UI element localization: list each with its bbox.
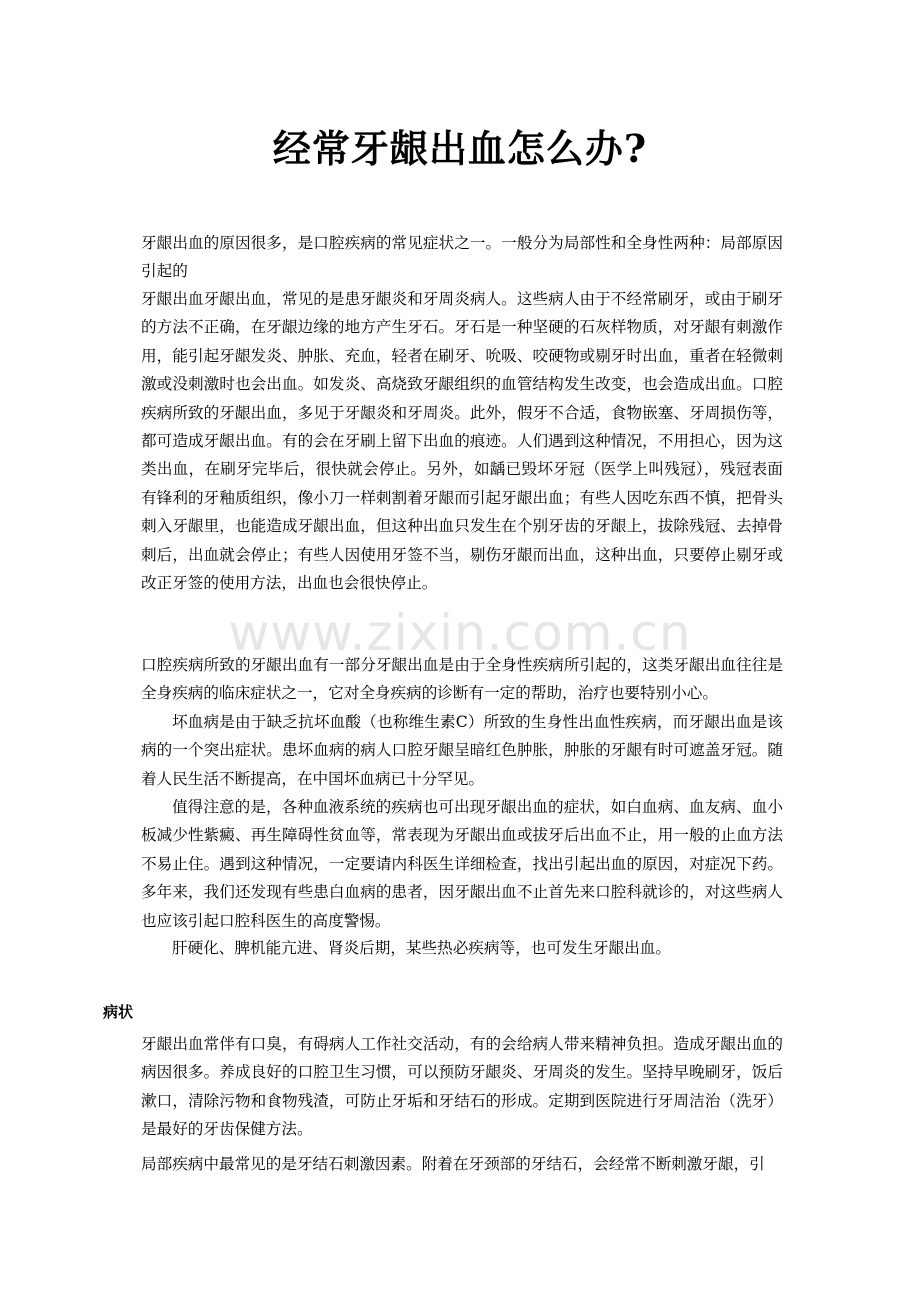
paragraph-tartar: 局部疾病中最常见的是牙结石刺激因素。附着在牙颈部的牙结石，会经常不断刺激牙龈，引	[141, 1155, 765, 1173]
section-heading-symptoms: 病状	[103, 1003, 134, 1021]
paragraph-causes-intro: 牙龈出血的原因很多，是口腔疾病的常见症状之一。一般分为局部性和全身性两种：局部原因引起的	[141, 234, 783, 281]
paragraph-symptoms: 牙龈出血常伴有口臭，有碍病人工作社交活动，有的会给病人带来精神负担。造成牙龈出血的病因很多。养成良好的口腔卫生习惯，可以预防牙龈炎、牙周炎的发生。坚持早晚刷牙，饭后漱口，清除污物和食物残渣，可防止牙垢和牙结石的形成。定期到医院进行牙周洁治（洗牙）是最好的牙齿保健方法。	[141, 1035, 783, 1139]
paragraph-other-diseases: 肝硬化、脾机能亢进、肾炎后期，某些热必疾病等，也可发生牙龈出血。	[172, 939, 672, 957]
paragraph-systemic-causes: 口腔疾病所致的牙龈出血有一部分牙龈出血是由于全身性疾病所引起的，这类牙龈出血往往是全身疾病的临床症状之一，它对全身疾病的诊断有一定的帮助，治疗也要特别小心。	[141, 656, 783, 703]
watermark: www.zixin.com.cn	[228, 604, 692, 662]
paragraph-blood-diseases: 值得注意的是，各种血液系统的疾病也可出现牙龈出血的症状，如白血病、血友病、血小板减少性紫癜、再生障碍性贫血等，常表现为牙龈出血或拔牙后出血不止，用一般的止血方法不易止住。遇到这种情况，一定要请内科医生详细检查，找出引起出血的原因，对症况下药。多年来，我们还发现有些患白血病的患者，因牙龈出血不止首先来口腔科就诊的，对这些病人也应该引起口腔科医生的高度警惕。	[141, 798, 783, 930]
paragraph-local-causes: 牙龈出血牙龈出血，常见的是患牙龈炎和牙周炎病人。这些病人由于不经常刷牙，或由于刷牙的方法不正确，在牙龈边缘的地方产生牙石。牙石是一种坚硬的石灰样物质，对牙龈有刺激作用，能引起牙龈发炎、肿胀、充血，轻者在刷牙、吮吸、咬硬物或剔牙时出血，重者在轻微刺激或没刺激时也会出血。如发炎、高烧致牙龈组织的血管结构发生改变，也会造成出血。口腔疾病所致的牙龈出血，多见于牙龈炎和牙周炎。此外，假牙不合适，食物嵌塞、牙周损伤等，都可造成牙龈出血。有的会在牙刷上留下出血的痕迹。人们遇到这种情况，不用担心，因为这类出血，在刷牙完毕后，很快就会停止。另外，如龋已毁坏牙冠（医学上叫残冠），残冠表面有锋利的牙釉质组织，像小刀一样刺割着牙龈而引起牙龈出血；有些人因吃东西不慎，把骨头刺入牙龈里，也能造成牙龈出血，但这种出血只发生在个别牙齿的牙龈上，拔除残冠、去掉骨刺后，出血就会停止；有些人因使用牙签不当，剔伤牙龈而出血，这种出血，只要停止剔牙或改正牙签的使用方法，出血也会很快停止。	[141, 290, 783, 593]
document-title: 经常牙龈出血怎么办?	[272, 126, 648, 171]
paragraph-scurvy: 坏血病是由于缺乏抗坏血酸（也称维生素C）所致的生身性出血性疾病，而牙龈出血是该病的一个突出症状。患坏血病的病人口腔牙龈呈暗红色肿胀，肿胀的牙龈有时可遮盖牙冠。随着人民生活不断提高，在中国坏血病已十分罕见。	[141, 713, 783, 788]
